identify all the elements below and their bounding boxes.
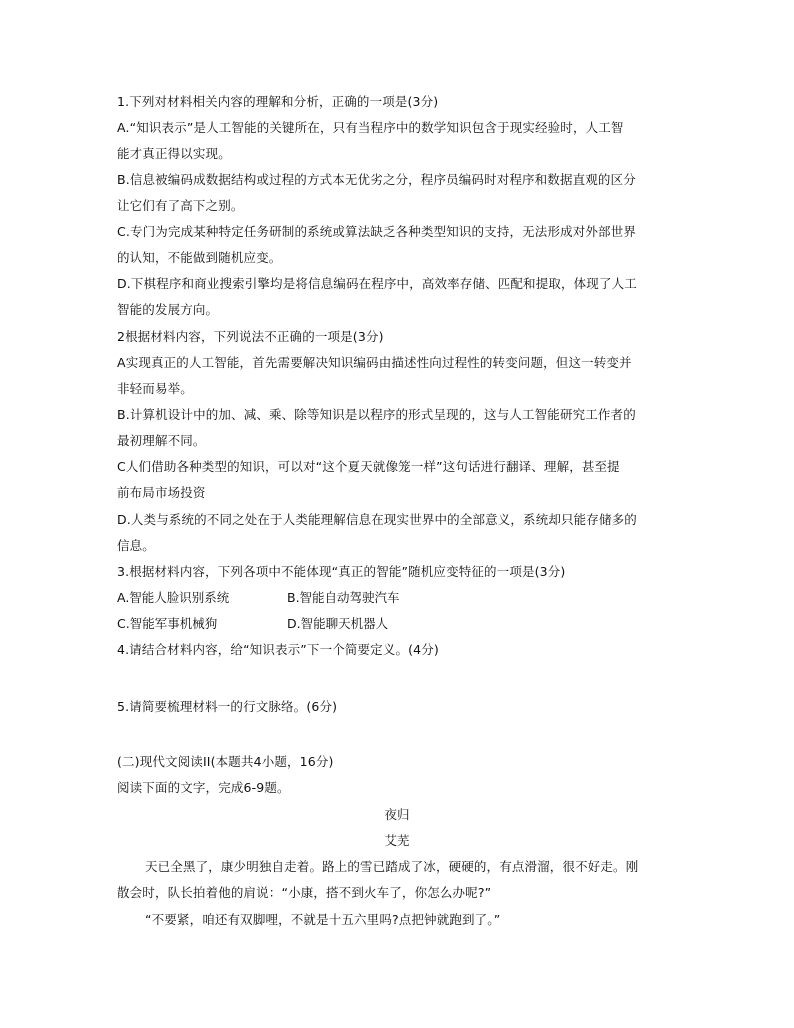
question-2-option-a: A实现真正的人工智能，首先需要解决知识编码由描述性向过程性的转变问题，但这一转变并 xyxy=(117,355,632,370)
question-2-option-d: D.人类与系统的不同之处在于人类能理解信息在现实世界中的全部意义，系统却只能存储多的 xyxy=(117,512,637,527)
section-heading: (二)现代文阅读II(本题共4小题，16分) xyxy=(117,754,334,769)
question-2-option-c: C人们借助各种类型的知识，可以对“这个夏天就像笼一样”这句话进行翻译、理解，甚至提 xyxy=(117,459,620,474)
passage-paragraph-2: “不要紧，咱还有双脚哩，不就是十五六里吗?点把钟就跑到了。” xyxy=(145,912,501,927)
question-2-stem: 2根据材料内容，下列说法不正确的一项是(3分) xyxy=(117,329,384,344)
question-2-option-b: B.计算机设计中的加、减、乘、除等知识是以程序的形式呈现的，这与人工智能研究工作者的 xyxy=(117,407,636,422)
passage-author: 艾芜 xyxy=(384,833,410,848)
question-2-option-d-cont: 信息。 xyxy=(117,538,155,553)
question-3-option-b: B.智能自动驾驶汽车 xyxy=(287,590,400,605)
question-3-option-c: C.智能军事机械狗 xyxy=(117,616,218,631)
passage-paragraph-1: 天已全黑了，康少明独自走着。路上的雪已踏成了冰，硬硬的，有点滑溜，很不好走。刚 xyxy=(145,859,639,874)
question-4-stem: 4.请结合材料内容，给“知识表示”下一个简要定义。(4分) xyxy=(117,642,439,657)
question-1-option-c-cont: 的认知，不能做到随机应变。 xyxy=(117,250,282,265)
question-1-option-b-cont: 让它们有了高下之别。 xyxy=(117,198,244,213)
question-3-option-a: A.智能人脸识别系统 xyxy=(117,590,230,605)
reading-instruction: 阅读下面的文字，完成6-9题。 xyxy=(117,780,290,795)
question-1-option-d-cont: 智能的发展方向。 xyxy=(117,302,219,317)
question-3-stem: 3.根据材料内容，下列各项中不能体现“真正的智能”随机应变特征的一项是(3分) xyxy=(117,564,566,579)
question-1-option-b: B.信息被编码成数据结构或过程的方式本无优劣之分，程序员编码时对程序和数据直观的区分 xyxy=(117,172,636,187)
passage-title: 夜归 xyxy=(384,807,410,822)
question-2-option-b-cont: 最初理解不同。 xyxy=(117,433,206,448)
question-1-option-d: D.下棋程序和商业搜索引擎均是将信息编码在程序中，高效率存储、匹配和提取，体现了人工 xyxy=(117,276,637,291)
question-1-stem: 1.下列对材料相关内容的理解和分析，正确的一项是(3分) xyxy=(117,94,439,109)
question-5-stem: 5.请简要梳理材料一的行文脉络。(6分) xyxy=(117,699,338,714)
question-1-option-a-cont: 能才真正得以实现。 xyxy=(117,146,231,161)
question-1-option-c: C.专门为完成某种特定任务研制的系统或算法缺乏各种类型知识的支持，无法形成对外部世界 xyxy=(117,224,637,239)
question-2-option-c-cont: 前布局市场投资 xyxy=(117,485,206,500)
question-2-option-a-cont: 非轻而易举。 xyxy=(117,381,193,396)
question-1-option-a: A.“知识表示”是人工智能的关键所在，只有当程序中的数学知识包含于现实经验时，人工智 xyxy=(117,120,624,135)
passage-paragraph-1-cont: 散会时，队长拍着他的肩说：“小康，搭不到火车了，你怎么办呢?” xyxy=(117,885,492,900)
question-3-option-d: D.智能聊天机器人 xyxy=(287,616,389,631)
